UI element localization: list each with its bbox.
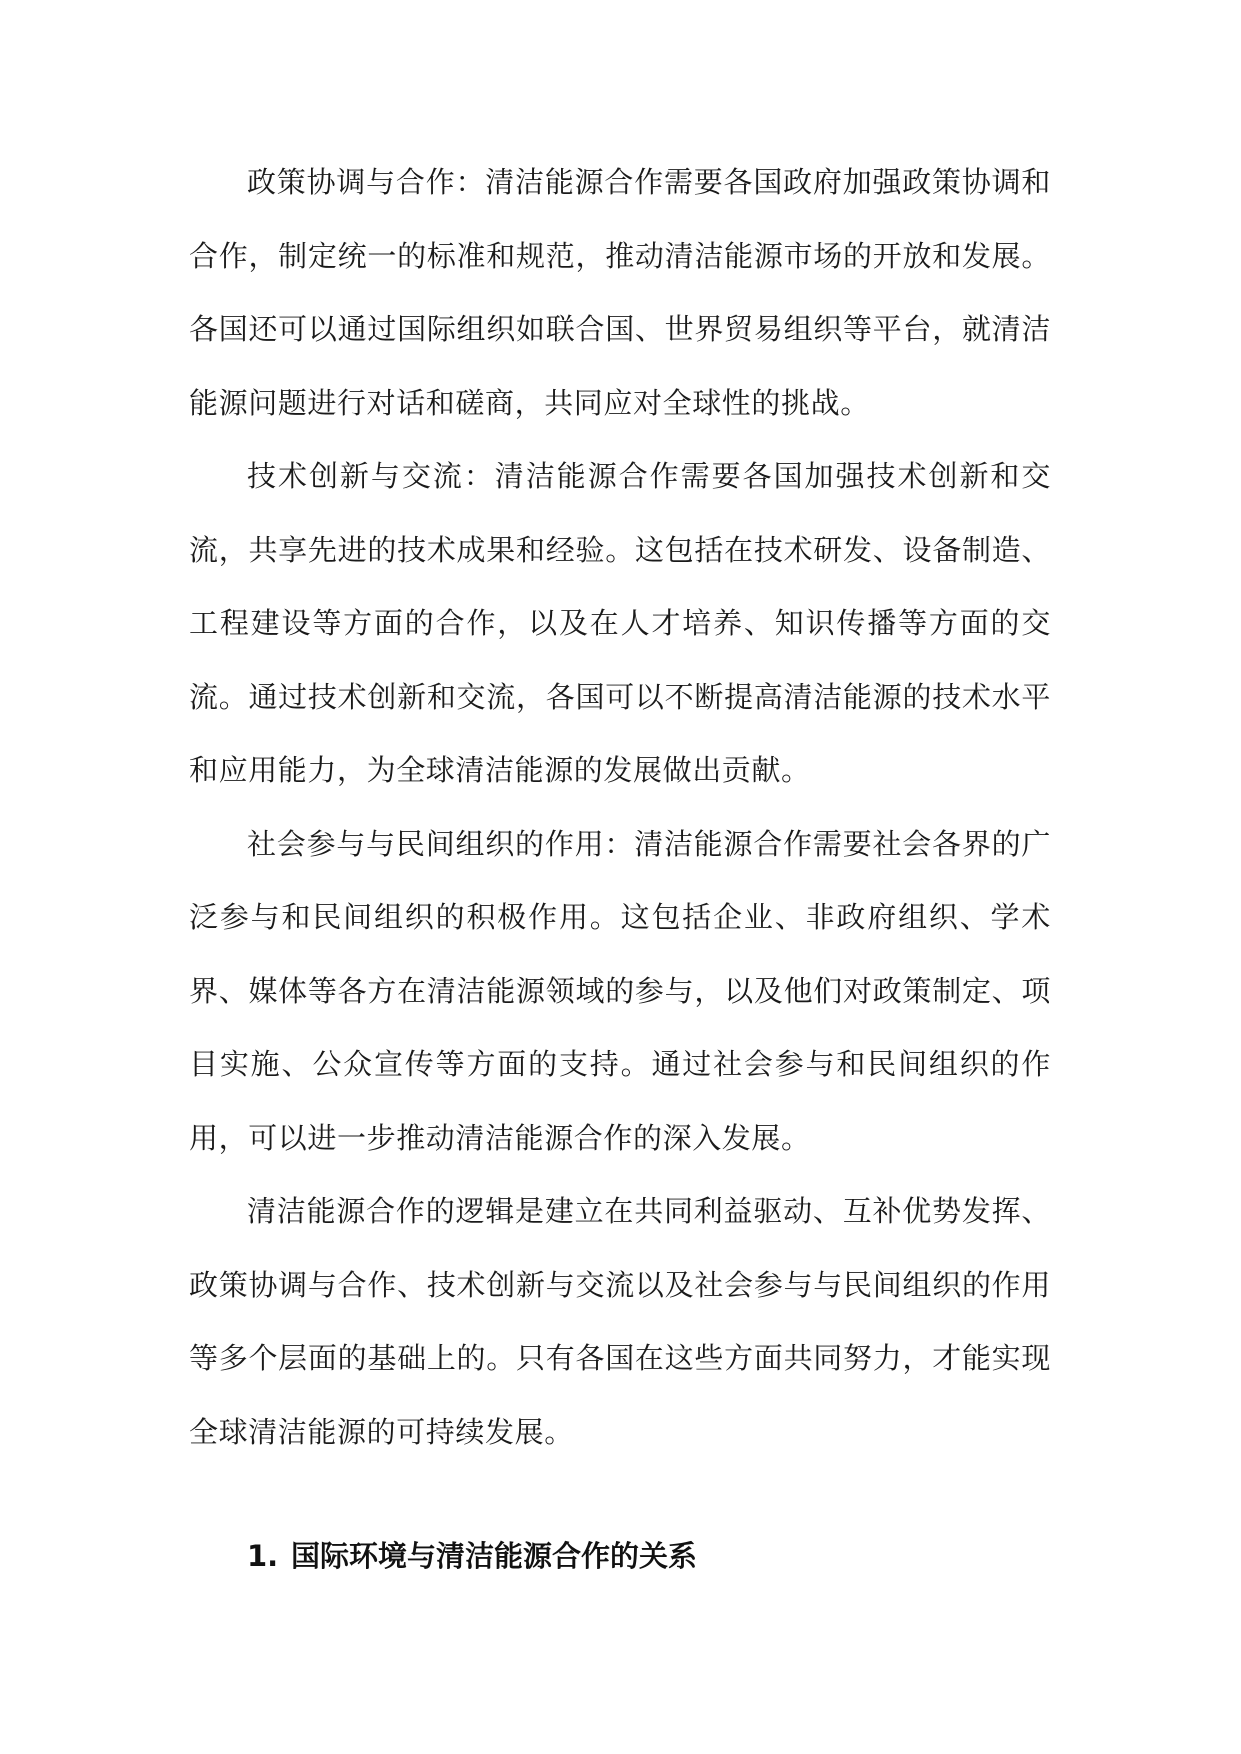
paragraph-cooperation-logic: 清洁能源合作的逻辑是建立在共同利益驱动、互补优势发挥、政策协调与合作、技术创新与交流以及社会参与与民间组织的作用等多个层面的基础上的。只有各国在这些方面共同努力，才能实现全球清洁能源的可持续发展。: [189, 1194, 1051, 1449]
section-heading-number: 1.: [247, 1539, 279, 1573]
paragraph-policy-coordination: 政策协调与合作：清洁能源合作需要各国政府加强政策协调和合作，制定统一的标准和规范，推动清洁能源市场的开放和发展。各国还可以通过国际组织如联合国、世界贸易组织等平台，就清洁能源问题进行对话和磋商，共同应对全球性的挑战。: [189, 165, 1051, 420]
body-text: [189, 146, 1051, 1469]
paragraph-social-participation: 社会参与与民间组织的作用：清洁能源合作需要社会各界的广泛参与和民间组织的积极作用。这包括企业、非政府组织、学术界、媒体等各方在清洁能源领域的参与，以及他们对政策制定、项目实施、公众宣传等方面的支持。通过社会参与和民间组织的作用，可以进一步推动清洁能源合作的深入发展。: [189, 826, 1051, 1155]
section-heading: [247, 1526, 697, 1586]
paragraph-technology-innovation: 技术创新与交流：清洁能源合作需要各国加强技术创新和交流，共享先进的技术成果和经验。这包括在技术研发、设备制造、工程建设等方面的合作，以及在人才培养、知识传播等方面的交流。通过技术创新和交流，各国可以不断提高清洁能源的技术水平和应用能力，为全球清洁能源的发展做出贡献。: [189, 459, 1051, 787]
section-heading-text: 国际环境与清洁能源合作的关系: [291, 1539, 698, 1573]
